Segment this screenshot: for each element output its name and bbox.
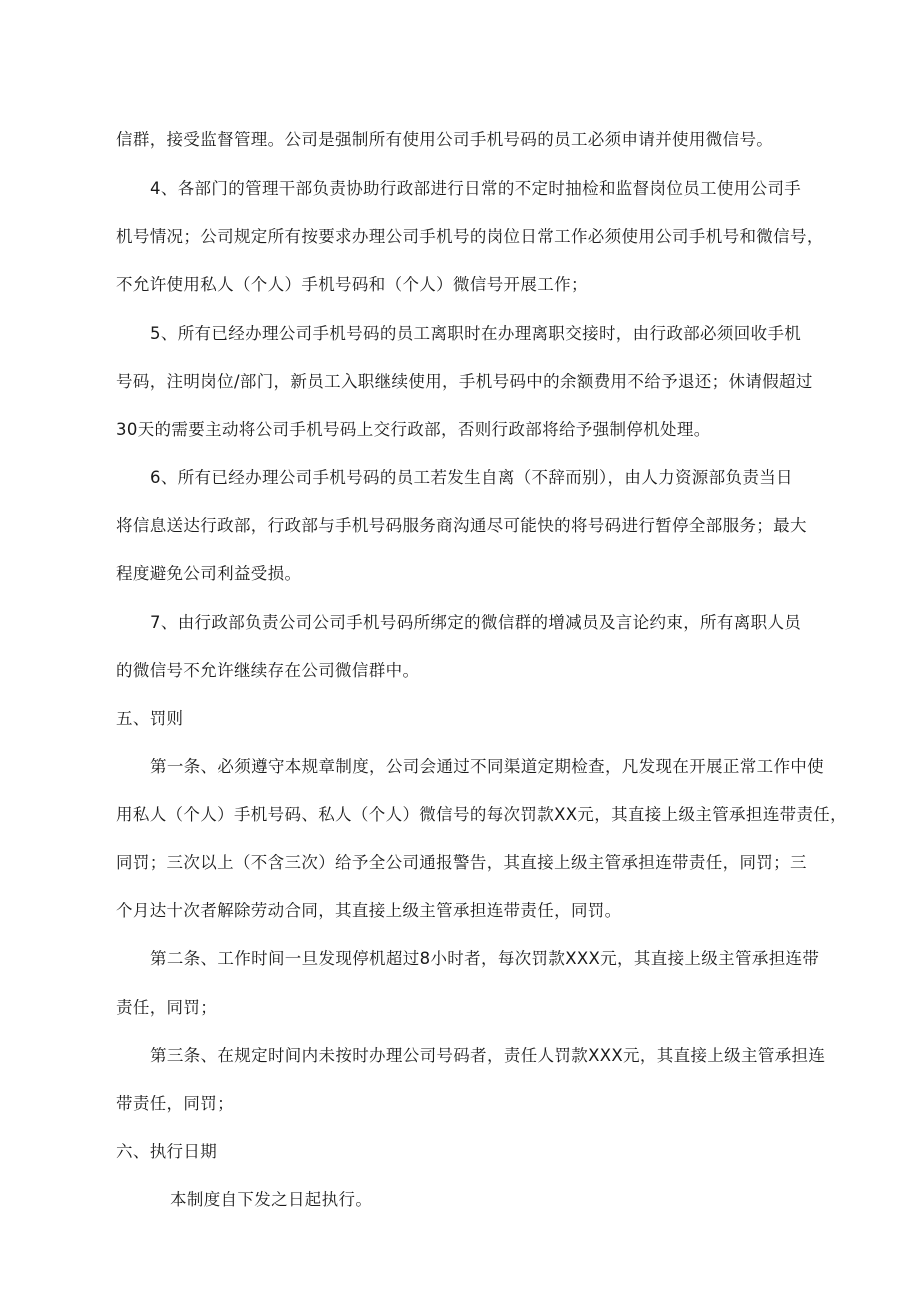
clause-5-line-1: 5、所有已经办理公司手机号码的员工离职时在办理离职交接时，由行政部必须回收手机 <box>150 324 802 343</box>
text-line: 同罚；三次以上（不含三次）给予全公司通报警告，其直接上级主管承担连带责任，同罚；三 <box>116 853 807 872</box>
clause-7-line-1: 7、由行政部负责公司公司手机号码所绑定的微信群的增减员及言论约束，所有离职人员 <box>150 613 802 632</box>
text-line: 机号情况；公司规定所有按要求办理公司手机号的岗位日常工作必须使用公司手机号和微信号， <box>116 227 824 246</box>
text-line: 程度避免公司利益受损。 <box>116 564 302 583</box>
effective-statement: 本制度自下发之日起执行。 <box>170 1190 373 1209</box>
section-heading-penalties: 五、罚则 <box>116 709 184 728</box>
text-line: 责任，同罚； <box>116 998 218 1017</box>
clause-6-line-1: 6、所有已经办理公司手机号码的员工若发生自离（不辞而别），由人力资源部负责当日 <box>150 468 793 487</box>
article-3-line-1: 第三条、在规定时间内未按时办理公司号码者，责任人罚款XXX元，其直接上级主管承担连 <box>150 1046 826 1065</box>
text-line: 信群，接受监督管理。公司是强制所有使用公司手机号码的员工必须申请并使用微信号。 <box>116 130 774 149</box>
text-line: 个月达十次者解除劳动合同，其直接上级主管承担连带责任，同罚。 <box>116 901 622 920</box>
text-line: 不允许使用私人（个人）手机号码和（个人）微信号开展工作； <box>116 275 588 294</box>
text-line: 用私人（个人）手机号码、私人（个人）微信号的每次罚款XX元，其直接上级主管承担连带责任， <box>116 805 848 824</box>
text-line: 30天的需要主动将公司手机号码上交行政部，否则行政部将给予强制停机处理。 <box>116 420 711 439</box>
article-1-line-1: 第一条、必须遵守本规章制度，公司会通过不同渠道定期检查，凡发现在开展正常工作中使 <box>150 757 824 776</box>
text-line: 号码，注明岗位/部门，新员工入职继续使用，手机号码中的余额费用不给予退还；休请假超过 <box>116 372 813 391</box>
text-line: 将信息送达行政部，行政部与手机号码服务商沟通尽可能快的将号码进行暂停全部服务；最大 <box>116 516 807 535</box>
text-line: 带责任，同罚； <box>116 1094 234 1113</box>
text-line: 的微信号不允许继续存在公司微信群中。 <box>116 661 420 680</box>
clause-4-line-1: 4、各部门的管理干部负责协助行政部进行日常的不定时抽检和监督岗位员工使用公司手 <box>150 179 802 198</box>
section-heading-effective-date: 六、执行日期 <box>116 1142 218 1161</box>
article-2-line-1: 第二条、工作时间一旦发现停机超过8小时者，每次罚款XXX元，其直接上级主管承担连带 <box>150 949 820 968</box>
